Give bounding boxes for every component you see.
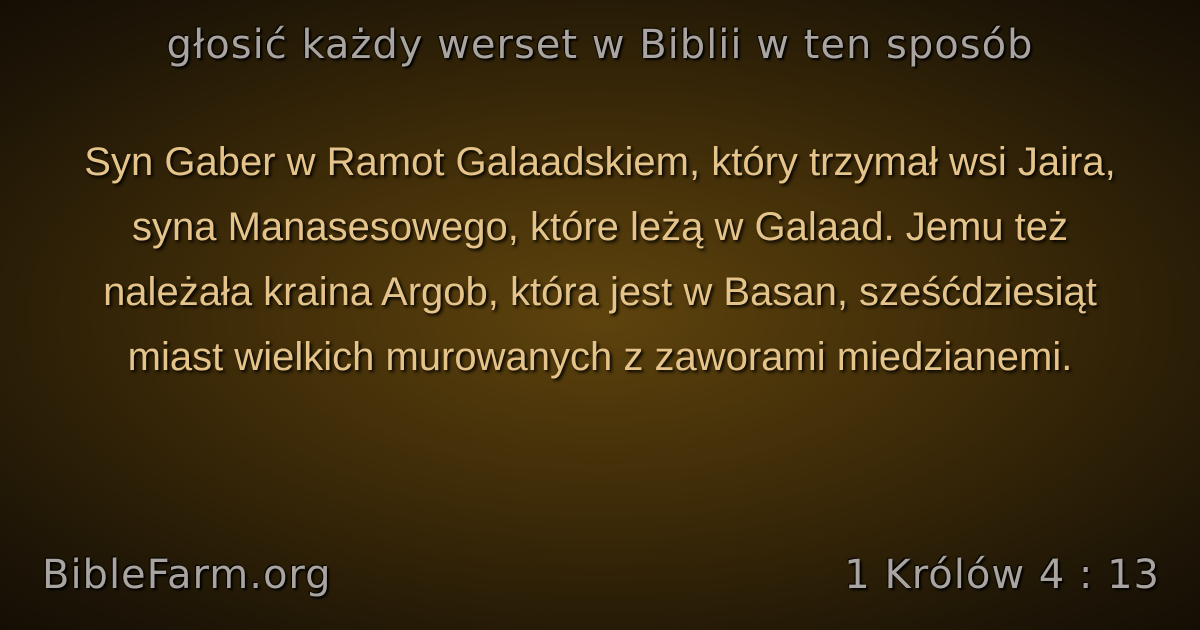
site-name: BibleFarm.org xyxy=(42,552,332,598)
verse-text: Syn Gaber w Ramot Galaadskiem, który trzymał wsi Jaira, syna Manasesowego, które leżą w Galaad. Jemu też należała kraina Argob, która jest w Basan, sześćdziesiąt miast wielkich murowanych z zaworami miedzianemi. xyxy=(84,140,1116,379)
header-title: głosić każdy werset w Biblii w ten sposób xyxy=(166,22,1034,68)
verse-reference: 1 Królów 4 : 13 xyxy=(844,552,1160,598)
